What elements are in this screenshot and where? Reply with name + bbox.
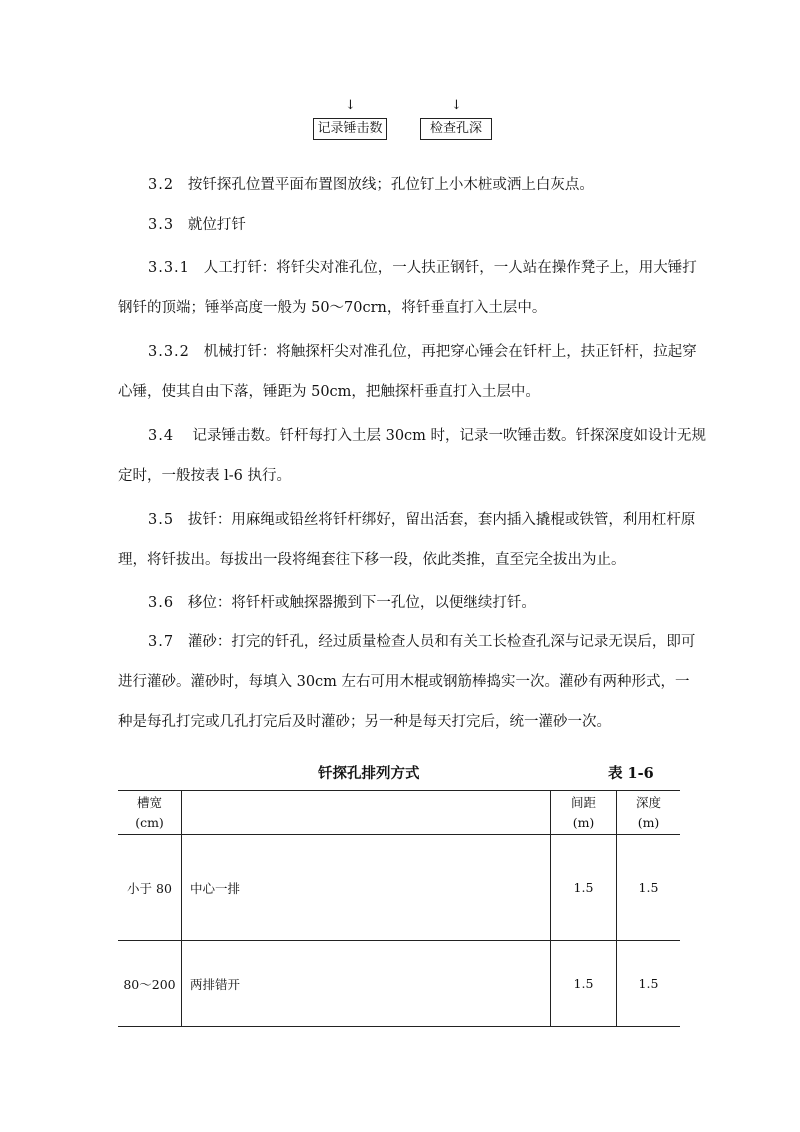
paragraph-text: 机械打钎：将触探杆尖对准孔位，再把穿心锤会在钎杆上，扶正钎杆，拉起穿 (203, 344, 697, 360)
paragraph-3-3-2 (118, 342, 697, 422)
paragraph-text: 种是每孔打完或几孔打完后及时灌砂；另一种是每天打完后，统一灌砂一次。 (118, 714, 611, 730)
clause-number: 3.5 (148, 512, 175, 528)
header-depth: 深度 (m) (617, 791, 681, 835)
paragraph-3-6 (118, 593, 678, 633)
clause-number: 3.3.1 (148, 260, 190, 276)
down-arrow-icon: ↓ (451, 98, 462, 113)
cell-method: 中心一排 (182, 835, 551, 941)
down-arrow-icon: ↓ (345, 98, 356, 113)
paragraph-text: 灌砂：打完的钎孔，经过质量检查人员和有关工长检查孔深与记录无误后，即可 (187, 634, 696, 650)
table-row (118, 941, 680, 1027)
paragraph-3-3 (118, 215, 678, 255)
clause-number: 3.6 (148, 595, 175, 611)
clause-number: 3.3 (148, 217, 175, 233)
paragraph-text: 定时，一般按表 l-6 执行。 (118, 468, 291, 484)
paragraph-3-3-1 (118, 258, 697, 338)
paragraph-text: 心锤，使其自由下落，锤距为 50cm，把触探杆垂直打入土层中。 (118, 384, 540, 400)
cell-method: 两排错开 (182, 941, 551, 1027)
paragraph-text: 钢钎的顶端；锤举高度一般为 50～70crn，将钎垂直打入土层中。 (118, 300, 547, 316)
probe-hole-table (118, 790, 680, 1027)
flow-box-record-blows: 记录锤击数 (313, 118, 387, 140)
header-width: 槽宽 (cm) (118, 791, 182, 835)
clause-number: 3.3.2 (148, 344, 190, 360)
paragraph-3-5 (118, 510, 696, 590)
clause-number: 3.4 (148, 428, 175, 444)
paragraph-3-2 (118, 175, 678, 215)
cell-width: 小于 80 (118, 835, 182, 941)
paragraph-3-4 (118, 426, 707, 506)
cell-depth: 1.5 (617, 835, 681, 941)
paragraph-text: 理，将钎拔出。每拔出一段将绳套往下移一段，依此类推，直至完全拔出为止。 (118, 552, 626, 568)
table-header-row (118, 791, 680, 835)
cell-depth: 1.5 (617, 941, 681, 1027)
table-number: 表 1-6 (608, 765, 654, 782)
paragraph-text: 记录锤击数。钎杆每打入土层 30cm 时，记录一吹锤击数。钎探深度如设计无规 (192, 428, 707, 444)
clause-number: 3.7 (148, 634, 175, 650)
table-title: 钎探孔排列方式 (318, 765, 420, 782)
paragraph-3-7 (118, 632, 696, 752)
cell-spacing: 1.5 (551, 835, 617, 941)
flow-box-check-depth: 检查孔深 (420, 118, 492, 140)
header-spacing: 间距 (m) (551, 791, 617, 835)
paragraph-text: 进行灌砂。灌砂时，每填入 30cm 左右可用木棍或钢筋棒捣实一次。灌砂有两种形式，一 (118, 674, 690, 690)
paragraph-text: 移位：将钎杆或触探器搬到下一孔位，以便继续打钎。 (187, 595, 536, 611)
clause-number: 3.2 (148, 177, 175, 193)
header-method (182, 791, 551, 835)
paragraph-text: 人工打钎：将钎尖对准孔位，一人扶正钢钎，一人站在操作凳子上，用大锤打 (203, 260, 697, 276)
paragraph-text: 拔钎：用麻绳或铅丝将钎杆绑好，留出活套，套内插入撬棍或铁管，利用杠杆原 (187, 512, 696, 528)
paragraph-text: 按钎探孔位置平面布置图放线；孔位钉上小木桩或洒上白灰点。 (187, 177, 594, 193)
table-row (118, 835, 680, 941)
paragraph-text: 就位打钎 (187, 217, 246, 233)
cell-width: 80～200 (118, 941, 182, 1027)
cell-spacing: 1.5 (551, 941, 617, 1027)
